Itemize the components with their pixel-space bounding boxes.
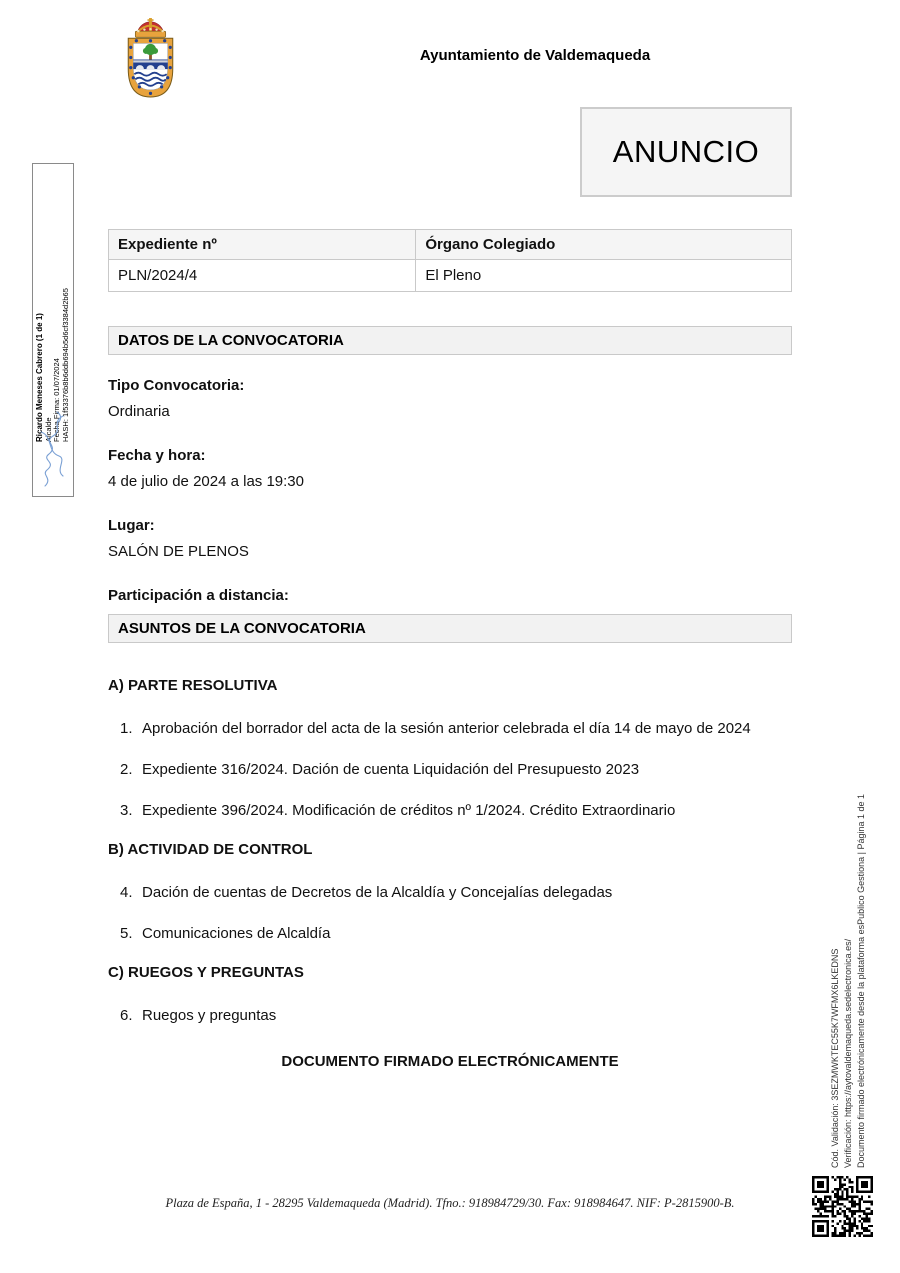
organo-value-cell: El Pleno bbox=[416, 260, 792, 292]
field-value: Ordinaria bbox=[108, 403, 170, 420]
agenda-item-number: 3. bbox=[120, 802, 133, 819]
agenda-heading-a: A) PARTE RESOLUTIVA bbox=[108, 677, 278, 694]
field-label: Tipo Convocatoria: bbox=[108, 377, 245, 394]
field-participacion bbox=[108, 583, 792, 609]
verification-url: Verificación: https://aytovaldemaqueda.sedelectronica.es/ bbox=[843, 938, 853, 1168]
agenda-item bbox=[108, 798, 792, 824]
signature-hash: HASH: 1f53376b8b6ddb694b5d6cf3384d2b65 bbox=[60, 288, 70, 442]
expediente-value-cell: PLN/2024/4 bbox=[109, 260, 416, 292]
agenda-item bbox=[108, 716, 792, 742]
agenda-heading-c: C) RUEGOS Y PREGUNTAS bbox=[108, 964, 304, 981]
agenda-item-text: Comunicaciones de Alcaldía bbox=[142, 925, 331, 942]
field-lugar bbox=[108, 513, 792, 565]
agenda-item-text: Expediente 316/2024. Dación de cuenta Liquidación del Presupuesto 2023 bbox=[142, 761, 640, 778]
municipal-coat-of-arms-icon bbox=[119, 16, 182, 101]
field-fecha-hora bbox=[108, 443, 792, 495]
table-row bbox=[109, 260, 792, 292]
signature-date: Fecha Firma: 01/07/2024 bbox=[52, 358, 62, 442]
expediente-table bbox=[108, 229, 792, 292]
agenda-item-number: 5. bbox=[120, 925, 133, 942]
agenda-item bbox=[108, 880, 792, 906]
agenda-heading-b: B) ACTIVIDAD DE CONTROL bbox=[108, 841, 313, 858]
field-label: Participación a distancia: bbox=[108, 587, 289, 604]
field-value: SALÓN DE PLENOS bbox=[108, 543, 249, 560]
agenda-item-text: Expediente 396/2024. Modificación de créditos nº 1/2024. Crédito Extraordinario bbox=[142, 802, 676, 819]
platform-note: Documento firmado electrónicamente desde la plataforma esPublico Gestiona | Página 1 de 1 bbox=[856, 793, 866, 1168]
section-bar-datos: DATOS DE LA CONVOCATORIA bbox=[108, 326, 792, 355]
validation-stamp-text bbox=[829, 762, 869, 1168]
document-body bbox=[108, 107, 792, 1070]
signer-role: Alcalde bbox=[43, 417, 53, 442]
table-header-row bbox=[109, 230, 792, 260]
agenda-item-text: Aprobación del borrador del acta de la sesión anterior celebrada el día 14 de mayo de 2024 bbox=[142, 720, 751, 737]
signer-name: Ricardo Meneses Cabrero (1 de 1) bbox=[35, 313, 44, 442]
footer-address: Plaza de España, 1 - 28295 Valdemaqueda (Madrid). Tfno.: 918984729/30. Fax: 918984647. NIF: P-2815900-B. bbox=[165, 1196, 735, 1210]
agenda-item-text: Ruegos y preguntas bbox=[142, 1007, 277, 1024]
anuncio-label: ANUNCIO bbox=[612, 134, 760, 169]
organo-header-cell: Órgano Colegiado bbox=[416, 230, 792, 260]
agenda-item-number: 4. bbox=[120, 884, 133, 901]
agenda-item-number: 2. bbox=[120, 761, 133, 778]
agenda-item bbox=[108, 921, 792, 947]
agenda-item bbox=[108, 757, 792, 783]
page-title: Ayuntamiento de Valdemaqueda bbox=[419, 47, 651, 64]
field-label: Fecha y hora: bbox=[108, 447, 206, 464]
field-label: Lugar: bbox=[108, 517, 155, 534]
signed-electronically-note: DOCUMENTO FIRMADO ELECTRÓNICAMENTE bbox=[281, 1053, 619, 1070]
field-tipo-convocatoria bbox=[108, 373, 792, 425]
agenda-item bbox=[108, 1003, 792, 1029]
agenda-item-number: 6. bbox=[120, 1007, 133, 1024]
agenda-item-text: Dación de cuentas de Decretos de la Alcaldía y Concejalías delegadas bbox=[142, 884, 613, 901]
section-bar-asuntos: ASUNTOS DE LA CONVOCATORIA bbox=[108, 614, 792, 643]
expediente-header-cell: Expediente nº bbox=[109, 230, 416, 260]
field-value: 4 de julio de 2024 a las 19:30 bbox=[108, 473, 304, 490]
validation-code: Cód. Validación: 3SEZMWKTEC55K7WFMX6LKEDNS bbox=[830, 948, 840, 1168]
handwritten-signature-icon bbox=[33, 406, 73, 494]
signature-stamp-text bbox=[36, 166, 72, 442]
anuncio-box bbox=[580, 107, 792, 197]
agenda-item-number: 1. bbox=[120, 720, 133, 737]
